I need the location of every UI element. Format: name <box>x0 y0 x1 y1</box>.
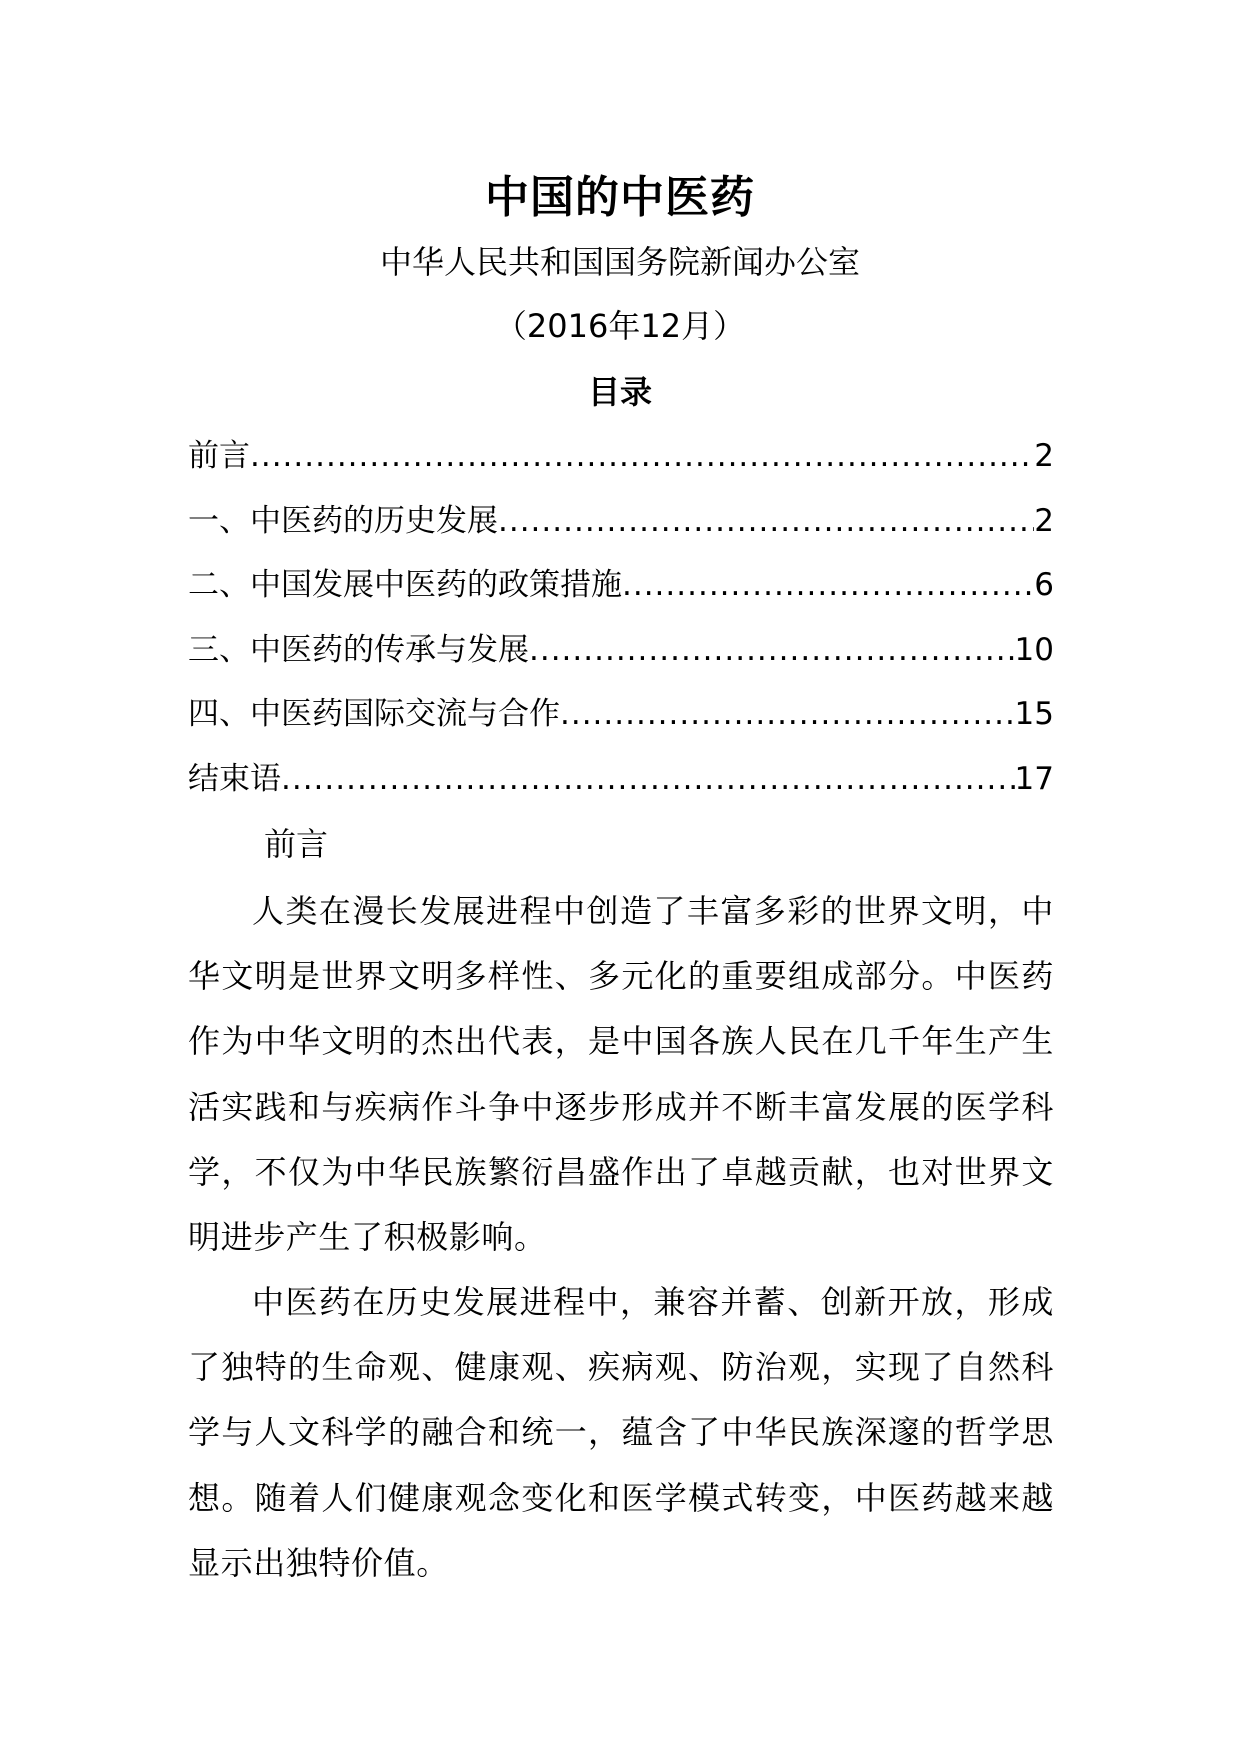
toc-entry-inheritance[interactable] <box>188 626 1054 691</box>
toc-leader-dots <box>560 690 1015 738</box>
preface-paragraph: 中医药在历史发展进程中，兼容并蓄、创新开放，形成了独特的生命观、健康观、疾病观、防治观，实现了自然科学与人文科学的融合和统一，蕴含了中华民族深邃的哲学思想。随着人们健康观念变化和医学模式转变，中医药越来越显示出独特价值。 <box>188 1283 1054 1582</box>
toc-entry-international[interactable] <box>188 690 1054 755</box>
toc-entry-page: 15 <box>1014 696 1054 733</box>
toc-entry-label: 二、中国发展中医药的政策措施 <box>188 567 622 604</box>
toc-leader-dots <box>498 497 1034 545</box>
toc-entry-page: 2 <box>1034 438 1054 474</box>
document-title: 中国的中医药 <box>485 172 755 223</box>
toc-heading: 目录 <box>587 373 652 411</box>
toc-entry-page: 17 <box>1014 760 1054 797</box>
toc-entry-preface[interactable] <box>188 432 1054 497</box>
toc-entry-conclusion[interactable] <box>188 755 1054 820</box>
toc-entry-label: 结束语 <box>188 760 281 797</box>
preface-paragraph: 人类在漫长发展进程中创造了丰富多彩的世界文明，中华文明是世界文明多样性、多元化的重要组成部分。中医药作为中华文明的杰出代表，是中国各族人民在几千年生产生活实践和与疾病作斗争中逐步形成并不断丰富发展的医学科学，不仅为中华民族繁衍昌盛作出了卓越贡献，也对世界文明进步产生了积极影响。 <box>188 892 1054 1257</box>
toc-entry-history[interactable] <box>188 497 1054 562</box>
toc-leader-dots <box>529 626 1015 674</box>
toc-entry-policy[interactable] <box>188 561 1054 626</box>
toc-leader-dots <box>622 561 1034 609</box>
toc-entry-label: 前言 <box>188 438 250 474</box>
document-date: （2016年12月） <box>494 307 746 345</box>
toc-entry-page: 2 <box>1034 502 1054 539</box>
toc-leader-dots <box>281 755 1015 803</box>
toc-entry-label: 一、中医药的历史发展 <box>188 502 498 539</box>
document-subtitle: 中华人民共和国国务院新闻办公室 <box>379 243 860 281</box>
toc-entry-page: 10 <box>1014 631 1054 668</box>
preface-heading: 前言 <box>264 825 329 863</box>
toc-entry-label: 四、中医药国际交流与合作 <box>188 696 560 733</box>
toc-leader-dots <box>250 432 1034 480</box>
toc-entry-label: 三、中医药的传承与发展 <box>188 631 529 668</box>
toc-entry-page: 6 <box>1034 567 1054 604</box>
table-of-contents <box>188 432 1054 820</box>
